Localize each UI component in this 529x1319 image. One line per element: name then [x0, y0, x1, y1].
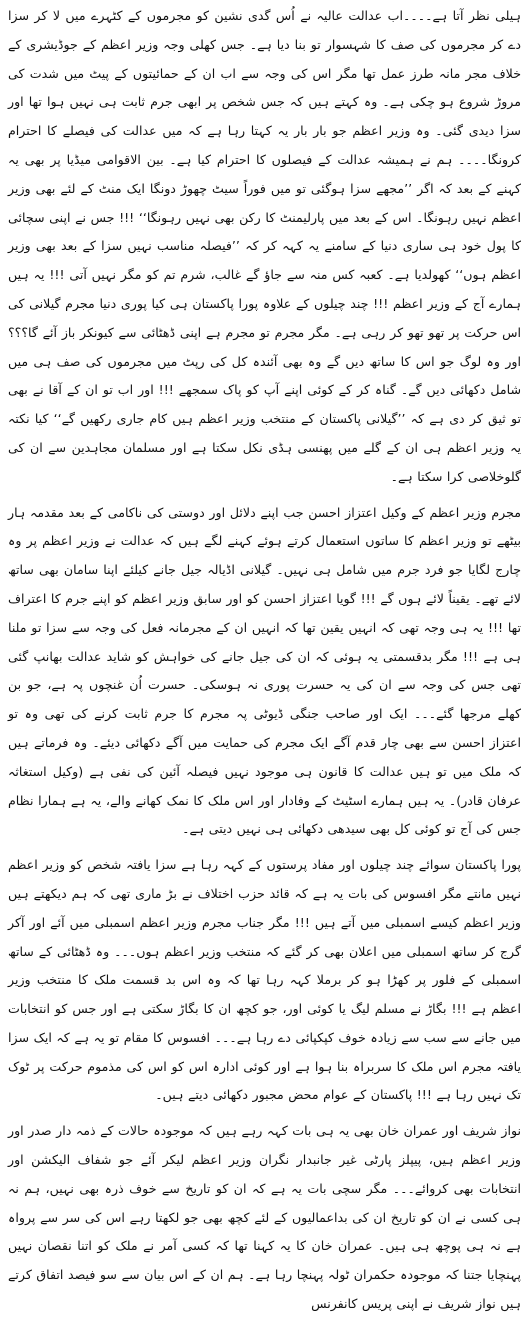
article-paragraph-2: مجرم وزیر اعظم کے وکیل اعتزاز احسن جب اپنے دلائل اور دوستی کی ناکامی کے بعد مقدمہ ہار بیٹھے تو وزیر اعظم کا ساتوں استعمال کرتے ہوئے کہنے لگے ہیں کہ عدالت نے وزیر اعظم پر وہ چارج لگایا جو فرد جرم میں شامل ہی نہیں۔ گیلانی اڈیالہ جیل جانے کیلئے اپنا سامان بھی ساتھ لائے تھے۔ یقیناً لائے ہوں گے !!! گویا اعتزاز احسن کو اور سابق وزیر اعظم کو اپنے جرم کا اعتراف تھا !!! یہ ہی وجہ تھی کہ انہیں یقین تھا کہ انہیں ان کے مجرمانہ فعل کی وجہ سے سزا تو ملنا ہی ہے !!! مگر بدقسمتی یہ ہوئی کہ ان کی جیل جانے کی خواہش کو شاید عدالت بھانپ گئی تھی جس کی وجہ سے ان کی یہ حسرت پوری نہ ہوسکی۔ حسرت اُن غنچوں پہ ہے، جو بن کھلے مرجھا گئے۔۔۔ ایک اور صاحب جنگی ڈیوٹی پہ مجرم کا جرم ثابت کرنے کی تھی وہ تو اعتزاز احسن سے بھی چار قدم آگے ایک مجرم کی حمایت میں آگے دکھائی دیئے۔ وہ فرماتے ہیں کہ ملک میں تو ہیں عدالت کا قانون ہی موجود نہیں فیصلہ آئین کی نفی ہے (وکیل استغاثہ عرفان قادر)۔ یہ ہیں ہمارے اسٹیٹ کے وفادار اور اس ملک کا نمک کھانے والے، یہ ہے ہمارا نظام جس کی آج تو کوئی کل بھی سیدھی دکھائی ہی نہیں دیتی ہے۔: [8, 504, 521, 837]
article-paragraph-1: ہیلی نظر آتا ہے۔۔۔۔اب عدالت عالیہ نے اُس گدی نشین کو مجرموں کے کٹہرے میں لا کر سزا دے کر مجرموں کی صف کا شہسوار تو بنا دیا ہے۔ جس کھلی وجہ وزیر اعظم کے جوڈیشری کے خلاف مجر مانہ طرز عمل تھا مگر اس کی وجہ سے اب ان کے حمائیتوں کے پیٹ میں شدت کی مروڑ شروع ہو چکی ہے۔ وہ کہتے ہیں کہ جس شخص پر ابھی جرم ثابت ہی نہیں ہوا تھا اور سزا دیدی گئی۔ وہ وزیر اعظم جو بار بار یہ کہتا رہا ہے کہ میں عدالت کی فیصلے کا احترام کرونگا۔۔۔۔ ہم نے ہمیشہ عدالت کے فیصلوں کا احترام کیا ہے۔ بین الاقوامی میڈیا پر بھی یہ کہنے کے بعد کہ اگر ’’مجھے سزا ہوگئی تو میں فوراً سیٹ چھوڑ دونگا ایک منٹ کے لئے بھی وزیر اعظم نہیں رہونگا۔ اس کے بعد میں پارلیمنٹ کا رکن بھی نہیں رہونگا‘‘ !!! جس نے اپنی سچائی کا پول خود ہی ساری دنیا کے سامنے یہ کہہ کر کہ ’’فیصلہ مناسب نہیں سزا کے بعد بھی وزیر اعظم ہوں‘‘ کھولدیا ہے۔ کعبہ کس منہ سے جاؤ گے غالب، شرم تم کو مگر نہیں آتی !!! یہ ہیں ہمارے آج کے وزیر اعظم !!! چند چیلوں کے علاوہ پورا پاکستان ہی کیا پوری دنیا مجرم گیلانی کی اس حرکت پر تھو تھو کر رہی ہے۔ مگر مجرم تو مجرم ہے اپنی ڈھٹائی سے کیونکر باز آئے گا؟؟؟ اور وہ لوگ جو اس کا ساتھ دیں گے وہ بھی آئندہ کل کی رپٹ میں مجرموں کی صف ہی میں شامل دکھائی دیں گے۔ گناہ کر کے کوئی اپنے آپ کو پاک سمجھے !!! اور اب تو ان کے آقا نے بھی تو ثیق کر دی ہے کہ ’’گیلانی پاکستان کے منتخب وزیر اعظم ہیں کام جاری رکھیں گے‘‘ کیا نکتہ یہ وزیر اعظم ہی ان کے گلے میں پھنسی ہڈی نکل سکتا ہے اور مسلمان مجاہدین سے ان کی گلوخلاصی کرا سکتا ہے۔: [8, 8, 521, 484]
article-paragraph-4: نواز شریف اور عمران خان بھی یہ ہی بات کہہ رہے ہیں کہ موجودہ حالات کے ذمہ دار صدر اور وزیر اعظم ہیں، پیپلز پارٹی غیر جانبدار نگران وزیر اعظم لیکر آئے جو شفاف الیکشن اور انتخابات بھی کروائے۔۔۔ مگر سچی بات یہ ہے کہ ان کو تاریخ سے خوف ذرہ بھی نہیں، ہم نہ ہی کسی نے ان کو تاریخ ان کی بداعمالیوں کے لئے کچھ بھی جو لکھتا رہے اس کی سر سے پرواہ ہے نہ ہی پوچھ ہی ہیں۔ عمران خان کا یہ کہنا تھا کہ کسی آمر نے ملک کو اتنا نقصان نہیں پہنچایا جتنا کہ موجودہ حکمران ٹولہ پہنچا رہا ہے۔ ہم ان کے اس بیان سے سو فیصد اتفاق کرتے ہیں نواز شریف نے اپنی پریس کانفرنس: [8, 1123, 521, 1312]
article-paragraph-3: پورا پاکستان سوائے چند چیلوں اور مفاد پرستوں کے کہہ رہا ہے سزا یافتہ شخص کو وزیر اعظم نہیں مانتے مگر افسوس کی بات یہ ہے کہ قائد حزب اختلاف نے بڑ ماری تھی کہ ہم دیکھتے ہیں وزیر اعظم کیسے اسمبلی میں آتے ہیں !!! مگر جناب مجرم وزیر اعظم اسمبلی میں آئے اور آکر گرج کر ساتھ اسمبلی میں اعلان بھی کر گئے کہ منتخب وزیر اعظم ہوں۔۔۔ وہ ڈھٹائی کے ساتھ اسمبلی کے فلور پر کھڑا ہو کر برملا کہہ رہا تھا کہ وہ اس بد قسمت ملک کا منتخب وزیر اعظم ہے !!! بگاڑ نے مسلم لیگ یا کوئی اور، جو کچھ ان کا بگاڑ سکتی ہے اور جس کو انتخابات میں جانے سے سب سے زیادہ خوف کپکپائی دے رہا ہے۔۔۔ افسوس کا مقام تو یہ ہے کہ ایک سزا یافتہ مجرم اس ملک کا سربراہ بنا ہوا ہے اور کوئی ادارہ اس کو اس کی مذموم حرکت پر ٹوک تک نہیں رہا ہے !!! پاکستان کے عوام محض مجبور دکھائی دیتے ہیں۔: [8, 857, 521, 1103]
